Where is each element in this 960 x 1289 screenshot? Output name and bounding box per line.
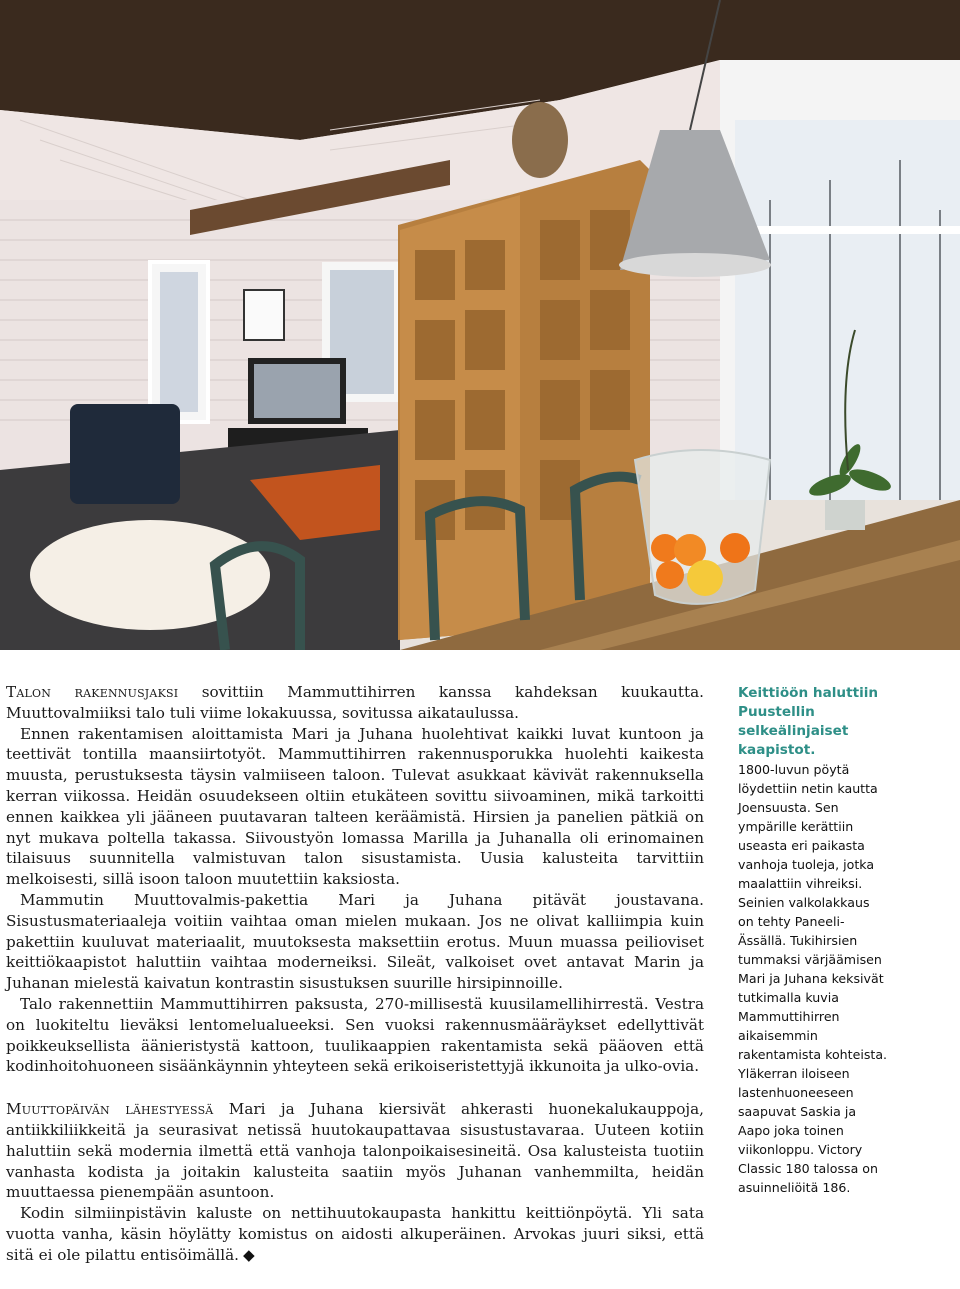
caption-body: 1800-luvun pöytä löydettiin netin kautta Joensuusta. Sen ympärille kerättiin useasta eri paikasta vanhoja tuoleja, jotka maalattiin vihreiksi. Seinien valkolakkaus on tehty Paneeli-Ässällä. Tukihirsien tummaksi värjäämisen Mari ja Juhana keksivät tutkimalla kuvia Mammuttihirren aikaisemmin rakentamista kohteista. Yläkerran iloiseen lastenhuoneeseen saapuvat Saskia ja Aapo joka toinen viikonloppu. Victory Classic 180 talossa on asuinneliöitä 186.	[738, 762, 888, 1195]
article-paragraph: Talo rakennettiin Mammuttihirren paksusta, 270-millisestä kuusilamellihirrestä. Vestra on luokiteltu lieväksi lentomelualueeksi. Sen vuoksi rakennusmääräykset edellyttivät poikkeuksellista äänieristystä kattoon, tuulikaappien rakentamista sekä pääoven että kodinhoitohuoneen sisäänkäynnin yhteyteen sekä erikoiseristettyjä ikkunoita ja ulko-ovia.	[6, 994, 704, 1076]
article-body	[6, 682, 704, 1266]
end-mark-icon: ◆	[243, 1245, 255, 1264]
article-paragraph	[6, 1099, 704, 1203]
article-paragraph: Mammutin Muuttovalmis-pakettia Mari ja Juhana pitävät joustavana. Sisustusmateriaaleja voitiin vaihtaa oman mielen mukaan. Jos ne olivat kalliimpia kuin pakettiin kuuluvat materiaalit, muutoksesta maksettiin erotus. Muun muassa peilioviset keittiökaapistot haluttiin vaihtaa moderneiksi. Sileät, valkoiset ovet antavat Marin ja Juhanan mielestä kaivatun kontrastin sisustuksen suurille hirsipinnoille.	[6, 890, 704, 993]
paragraph-text: sovittiin Mammuttihirren kanssa kahdeksan kuukautta. Muuttovalmiiksi talo tuli viime lokakuussa, sovitussa aikataulussa.	[6, 683, 704, 722]
caption-heading: Keittiöön haluttiin Puustellin selkeälinjaiset kaapistot.	[738, 685, 879, 758]
section-lead: Talon rakennusjaksi	[6, 683, 179, 701]
section-lead: Muuttopäivän lähestyessä	[6, 1100, 214, 1119]
article-paragraph: Ennen rakentamisen aloittamista Mari ja Juhana huolehtivat kaikki luvat kuntoon ja teettivät tontilla maansiirtotyöt. Mammuttihirren rakennusporukka huolehti kaikesta muusta, perustuksesta täysin valmiiseen taloon. Tulevat asukkaat kävivät rakennuksella kerran viikossa. Heidän osuudekseen oltiin etukäteen sovittu siivoaminen, mikä tarkoitti ennen kaikkea yli jääneen puutavaran talteen keräämistä. Hirsien ja panelien pätkiä on nyt mukava poltella takassa. Siivoustyön lomassa Marilla ja Juhanalla oli erinomainen tilaisuus suunnitella valmistuvan talon sisustamista. Uusia kalusteita tarvittiin melkoisesti, sillä isoon taloon muutettiin kaksiosta.	[6, 724, 704, 889]
article-paragraph	[6, 682, 704, 724]
photo-caption	[738, 684, 888, 1197]
paragraph-text: Mari ja Juhana kiersivät ahkerasti huonekalukauppoja, antiikkiliikkeitä ja seurasivat netissä huutokaupattavaa sisustustavaraa. Uuteen kotiin haluttiin sekä modernia ilmettä että vanhoja talonpoikaisesineitä. Osa kalusteista tuotiin vanhasta kodista ja joitakin kalusteita saatiin myös Juhanan vanhemmilta, heidän muuttaessa pienempään asuntoon.	[6, 1100, 704, 1202]
paragraph-text: Kodin silmiinpistävin kaluste on nettihuutokaupasta hankittu keittiönpöytä. Yli sata vuotta vanha, käsin höylätty komistus on aidosti alkuperäinen. Arvokas juuri siksi, että sitä ei ole pilattu entisöimällä.	[6, 1204, 704, 1264]
article-paragraph	[6, 1203, 704, 1265]
